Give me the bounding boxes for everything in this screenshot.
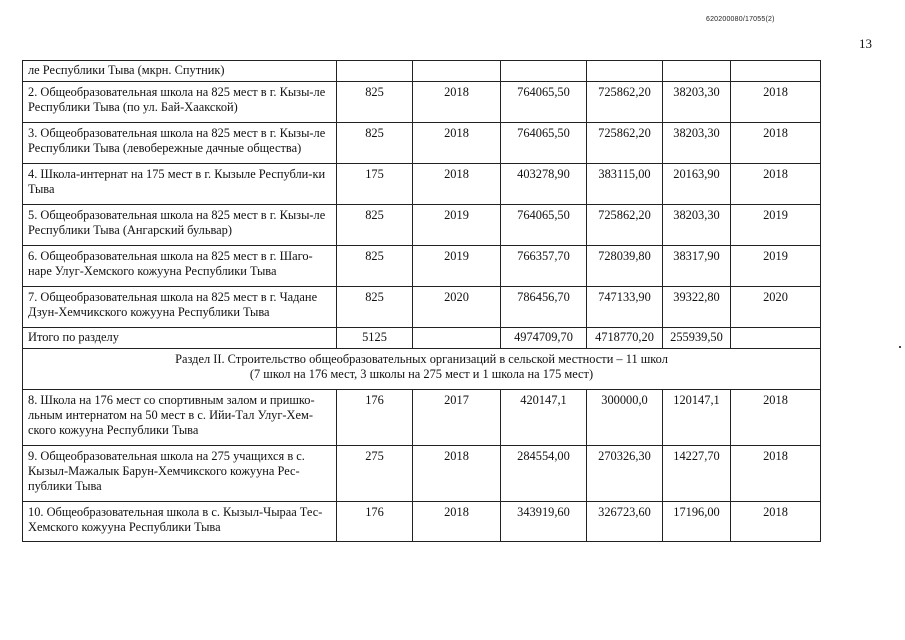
start-year-cell: 2018 (413, 164, 501, 205)
start-year-cell: 2018 (413, 446, 501, 502)
total-cost-cell: 766357,70 (501, 246, 587, 287)
table-row (23, 164, 821, 205)
schools-table (22, 60, 821, 542)
places-cell: 5125 (337, 328, 413, 349)
federal-cost-cell: 747133,90 (587, 287, 663, 328)
start-year-cell (413, 328, 501, 349)
regional-cost-cell: 38203,30 (663, 205, 731, 246)
regional-cost-cell: 255939,50 (663, 328, 731, 349)
federal-cost-cell (587, 61, 663, 82)
section-heading (23, 349, 821, 390)
federal-cost-cell: 725862,20 (587, 205, 663, 246)
regional-cost-cell: 20163,90 (663, 164, 731, 205)
places-cell: 176 (337, 390, 413, 446)
section-heading-row (23, 349, 821, 390)
start-year-cell: 2018 (413, 123, 501, 164)
table-row (23, 123, 821, 164)
total-cost-cell: 420147,1 (501, 390, 587, 446)
table-row (23, 246, 821, 287)
table-row (23, 390, 821, 446)
end-year-cell: 2018 (731, 82, 821, 123)
places-cell: 825 (337, 205, 413, 246)
start-year-cell: 2018 (413, 502, 501, 542)
places-cell: 275 (337, 446, 413, 502)
total-cost-cell: 764065,50 (501, 205, 587, 246)
total-label-cell: Итого по разделу (23, 328, 337, 349)
end-year-cell: 2018 (731, 390, 821, 446)
object-name-cell: 6. Общеобразовательная школа на 825 мест в г. Шаго-наре Улуг-Хемского кожууна Республики Тыва (23, 246, 337, 287)
section-total-row (23, 328, 821, 349)
table-row (23, 82, 821, 123)
end-year-cell (731, 328, 821, 349)
regional-cost-cell: 38203,30 (663, 123, 731, 164)
end-year-cell: 2018 (731, 164, 821, 205)
object-name-cell: 5. Общеобразовательная школа на 825 мест в г. Кызы-ле Республики Тыва (Ангарский бульвар) (23, 205, 337, 246)
start-year-cell: 2018 (413, 82, 501, 123)
places-cell: 825 (337, 123, 413, 164)
total-cost-cell (501, 61, 587, 82)
table-row (23, 287, 821, 328)
table-row (23, 446, 821, 502)
total-cost-cell: 764065,50 (501, 82, 587, 123)
start-year-cell: 2017 (413, 390, 501, 446)
object-name-cell: 2. Общеобразовательная школа на 825 мест в г. Кызы-ле Республики Тыва (по ул. Бай-Хаакской) (23, 82, 337, 123)
federal-cost-cell: 725862,20 (587, 123, 663, 164)
start-year-cell: 2019 (413, 246, 501, 287)
regional-cost-cell (663, 61, 731, 82)
table-row (23, 61, 821, 82)
regional-cost-cell: 120147,1 (663, 390, 731, 446)
total-cost-cell: 786456,70 (501, 287, 587, 328)
margin-mark (899, 346, 901, 348)
places-cell: 175 (337, 164, 413, 205)
object-name-cell: 10. Общеобразовательная школа в с. Кызыл-Чыраа Тес-Хемского кожууна Республики Тыва (23, 502, 337, 542)
federal-cost-cell: 728039,80 (587, 246, 663, 287)
table-row (23, 502, 821, 542)
places-cell: 176 (337, 502, 413, 542)
regional-cost-cell: 38317,90 (663, 246, 731, 287)
start-year-cell: 2019 (413, 205, 501, 246)
start-year-cell: 2020 (413, 287, 501, 328)
object-name-cell: 3. Общеобразовательная школа на 825 мест в г. Кызы-ле Республики Тыва (левобережные дачные общества) (23, 123, 337, 164)
places-cell: 825 (337, 246, 413, 287)
end-year-cell: 2019 (731, 205, 821, 246)
regional-cost-cell: 39322,80 (663, 287, 731, 328)
regional-cost-cell: 38203,30 (663, 82, 731, 123)
object-name-cell: 4. Школа-интернат на 175 мест в г. Кызыле Республи-ки Тыва (23, 164, 337, 205)
end-year-cell: 2019 (731, 246, 821, 287)
section-title: Раздел II. Строительство общеобразовательных организаций в сельской местности – 11 школ (175, 352, 668, 366)
end-year-cell (731, 61, 821, 82)
total-cost-cell: 4974709,70 (501, 328, 587, 349)
regional-cost-cell: 14227,70 (663, 446, 731, 502)
end-year-cell: 2018 (731, 446, 821, 502)
places-cell: 825 (337, 82, 413, 123)
total-cost-cell: 403278,90 (501, 164, 587, 205)
table-row (23, 205, 821, 246)
total-cost-cell: 764065,50 (501, 123, 587, 164)
total-cost-cell: 284554,00 (501, 446, 587, 502)
object-name-cell: 9. Общеобразовательная школа на 275 учащихся в с. Кызыл-Мажалык Барун-Хемчикского кожууна Рес-публики Тыва (23, 446, 337, 502)
page-number: 13 (859, 36, 872, 51)
federal-cost-cell: 4718770,20 (587, 328, 663, 349)
document-code: 620200080/17055(2) (706, 16, 775, 23)
object-name-cell: 8. Школа на 176 мест со спортивным залом и пришко-льным интернатом на 50 мест в с. Ийи-Тал Улуг-Хем-ского кожууна Республики Тыва (23, 390, 337, 446)
federal-cost-cell: 270326,30 (587, 446, 663, 502)
federal-cost-cell: 326723,60 (587, 502, 663, 542)
regional-cost-cell: 17196,00 (663, 502, 731, 542)
section-subtitle: (7 школ на 176 мест, 3 школы на 275 мест и 1 школа на 175 мест) (249, 367, 594, 381)
object-name-cell: 7. Общеобразовательная школа на 825 мест в г. Чадане Дзун-Хемчикского кожууна Республики Тыва (23, 287, 337, 328)
places-cell (337, 61, 413, 82)
federal-cost-cell: 300000,0 (587, 390, 663, 446)
end-year-cell: 2018 (731, 502, 821, 542)
federal-cost-cell: 383115,00 (587, 164, 663, 205)
start-year-cell (413, 61, 501, 82)
total-cost-cell: 343919,60 (501, 502, 587, 542)
object-name-cell: ле Республики Тыва (мкрн. Спутник) (23, 61, 337, 82)
federal-cost-cell: 725862,20 (587, 82, 663, 123)
end-year-cell: 2020 (731, 287, 821, 328)
end-year-cell: 2018 (731, 123, 821, 164)
places-cell: 825 (337, 287, 413, 328)
